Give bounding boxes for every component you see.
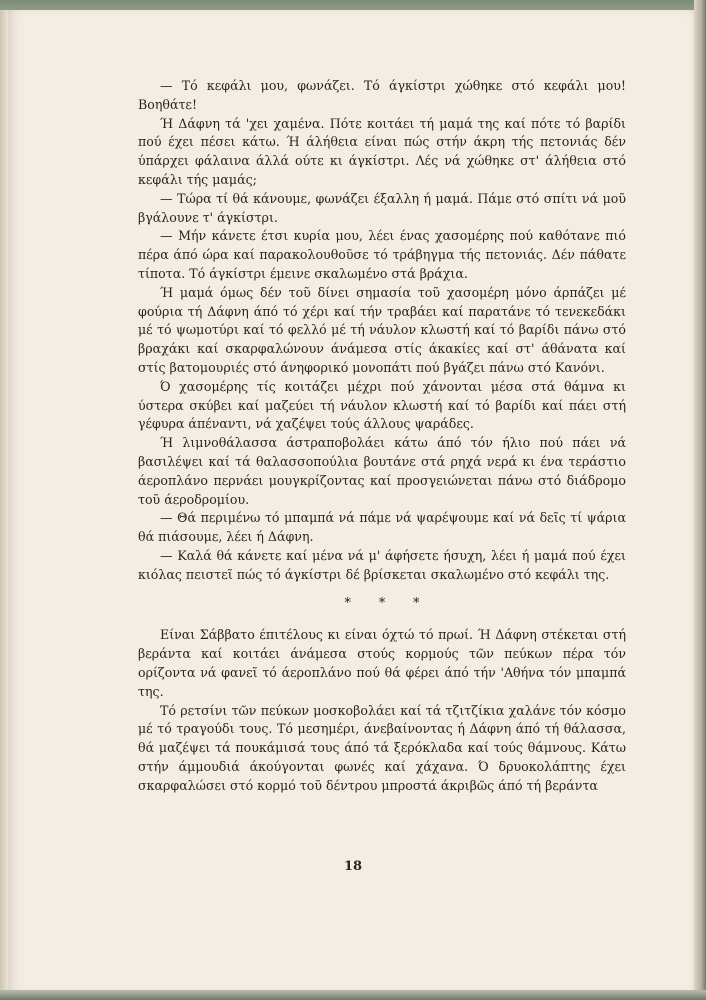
page-number: 18 — [343, 859, 363, 874]
page-right-edge — [694, 0, 706, 1000]
paragraph: Ή λιμνοθάλασσα άστραποβολάει κάτω άπό τόν ήλιο πού πάει νά βασιλέψει καί τά θαλασσοπούλια βουτάνε στά ρηχά νερά κι ένα τεράστιο άεροπλάνο περνάει μουγκρίζοντας καί προσγειώνεται πάνω στό διάδρομο τοῦ άεροδρομίου. — [138, 435, 626, 507]
paragraph: Ή μαμά όμως δέν τοῦ δίνει σημασία τοῦ χασομέρη μόνο άρπάζει μέ φούρια τή Δάφνη άπό τό χέρι καί τήν τραβάει καί παρατάνε τό τενεκεδάκι μέ τό ψωμοτύρι καί τό φελλό μέ τή νάυλον κλωστή καί τό βαρίδι πάνω στό βραχάκι καί σκαρφαλώνουν άνάμεσα στίς άκακίες καί στ' άθάνατα καί στίς βατομουριές στό άνηφορικό μονοπάτι πού βγάζει πάνω στό Κανόνι. — [138, 284, 626, 375]
body-text — [138, 77, 626, 795]
paragraph: — Μήν κάνετε έτσι κυρία μου, λέει ένας χασομέρης πού καθότανε πιό πέρα άπό ώρα καί παρακολουθοῦσε τό τράβηγμα τής πετονιάς. Δέν πάθατε τίποτα. Τό άγκίστρι έμεινε σκαλωμένο στά βράχια. — [138, 228, 626, 281]
paragraph: Τό ρετσίνι τῶν πεύκων μοσκοβολάει καί τά τζιτζίκια χαλάνε τόν κόσμο μέ τό τραγούδι τους. Τό μεσημέρι, άνεβαίνοντας ή Δάφνη άπό τή θάλασσα, θά μαζέψει τά πουκάμισά τους άπό τά ξερόκλαδα καί τούς θάμνους. Κάτω στήν άμμουδιά άκούγονται φωνές καί χάχανα. Ό δρυοκολάπτης έχει σκαρφαλώσει στό κορμό τοῦ δέντρου μπροστά άκριβῶς άπό τή βεράντα — [138, 702, 626, 793]
paragraph: — Καλά θά κάνετε καί μένα νά μ' άφήσετε ήσυχη, λέει ή μαμά πού έχει κιόλας πειστεῖ πώς τό άγκίστρι δέ βρίσκεται σκαλωμένο στό κεφάλι της. — [138, 547, 626, 582]
background-bottom-edge — [0, 990, 706, 1000]
paragraph: — Τό κεφάλι μου, φωνάζει. Τό άγκίστρι χώθηκε στό κεφάλι μου! Βοηθάτε! — [138, 78, 626, 112]
paragraph: — Θά περιμένω τό μπαμπά νά πάμε νά ψαρέψουμε καί νά δεῖς τί ψάρια θά πιάσουμε, λέει ή Δάφνη. — [138, 510, 626, 545]
paragraph: Ή Δάφνη τά 'χει χαμένα. Πότε κοιτάει τή μαμά της καί πότε τό βαρίδι πού έχει πέσει κάτω. Ή άλήθεια είναι πώς στήν άκρη τής πετονιάς δέν ύπάρχει φάλαινα άλλά ούτε κι άγκίστρι. Λές νά χώθηκε στ' άλήθεια στό κεφάλι τής μαμάς; — [138, 115, 626, 187]
paragraph: Είναι Σάββατο έπιτέλους κι είναι όχτώ τό πρωί. Ή Δάφνη στέκεται στή βεράντα καί κοιτάει άνάμεσα στούς κορμούς τῶν πεύκων πέρα τόν ορίζοντα νά φανεῖ τό άεροπλάνο πού θά φέρει άπό τήν 'Αθήνα τόν μπαμπά της. — [138, 627, 626, 699]
page-left-edge — [0, 10, 8, 994]
paragraph: — Τώρα τί θά κάνουμε, φωνάζει έξαλλη ή μαμά. Πάμε στό σπίτι νά μοῦ βγάλουνε τ' άγκίστρι. — [138, 190, 626, 225]
paragraph: Ό χασομέρης τίς κοιτάζει μέχρι πού χάνονται μέσα στά θάμνα κι ύστερα σκύβει καί μαζεύει τή νάυλον κλωστή καί τό βαρίδι καί πάει στή γέφυρα άπέναντι, νά χαζέψει τούς άλλους ψαράδες. — [138, 378, 626, 432]
section-separator: * * * — [344, 594, 432, 610]
